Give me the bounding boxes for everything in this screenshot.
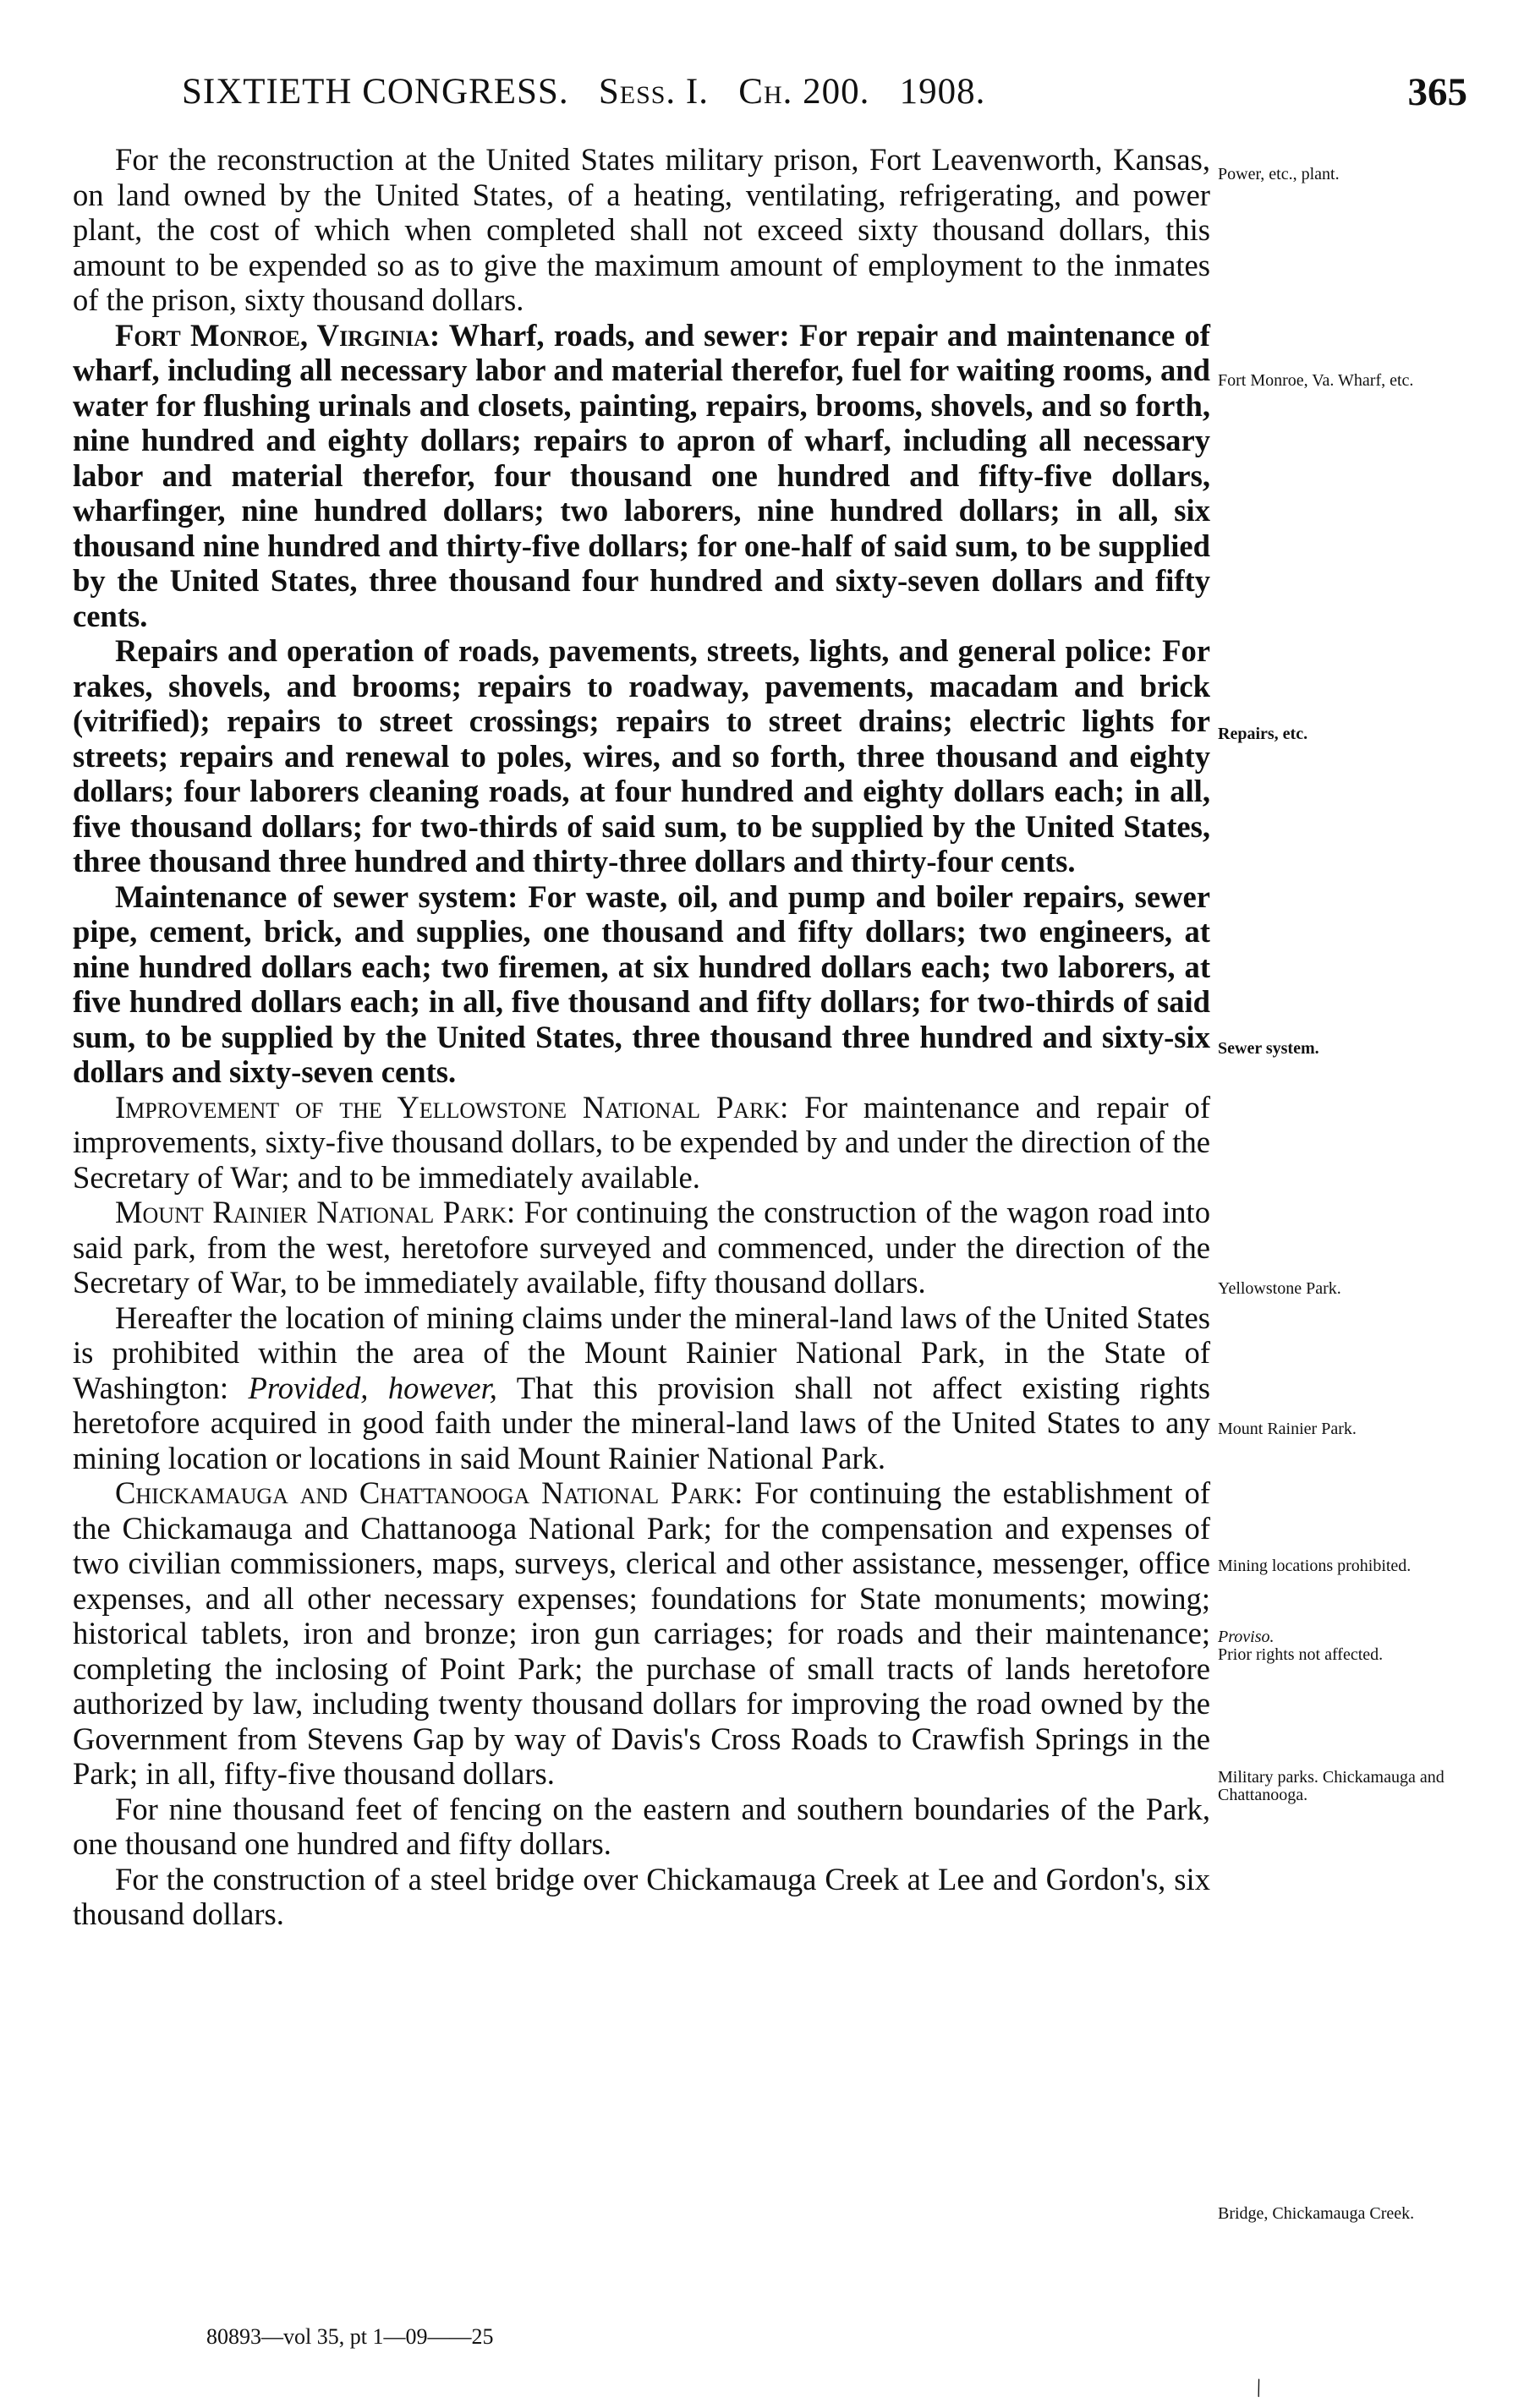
session-label: Sess. I.: [598, 72, 710, 112]
paragraph-text: For nine thousand feet of fencing on the eastern and southern boundaries of the Park, one thousand one hundred and fifty dollars.: [73, 1791, 1210, 1861]
proviso-text: Provided, however,: [248, 1370, 497, 1405]
signature-footer: 80893—vol 35, pt 1—09——25: [206, 2324, 494, 2349]
margin-note: Fort Monroe, Va. Wharf, etc.: [1218, 371, 1414, 390]
paragraph-heading: Mount Rainier National Park:: [115, 1195, 516, 1229]
margin-note: Power, etc., plant.: [1218, 165, 1340, 183]
paragraph-power-plant: [73, 142, 1210, 318]
body-text: [73, 142, 1210, 1932]
margin-note: Mount Rainier Park.: [1218, 1420, 1357, 1438]
page-header: [182, 71, 1467, 130]
paragraph-text: For continuing the construction of the wagon road into said park, from the west, heretofore surveyed and commenced, under the direction of the Secretary of War, to be immediately available, fifty thousand dollars.: [73, 1195, 1210, 1300]
paragraph-mount-rainier: [73, 1195, 1210, 1300]
margin-note: Bridge, Chickamauga Creek.: [1218, 2204, 1415, 2223]
paragraph-tail: That this provision shall not affect existing rights heretofore acquired in good faith under the mineral-land laws of the United States to any mining location or locations in said Mount Rainier National Park.: [73, 1370, 1210, 1475]
paragraph-text: Repairs and operation of roads, pavements, streets, lights, and general police: For rakes, shovels, and brooms; repairs to roadway, pavements, macadam and brick (vitrified); repairs to street crossings; repairs to street drains; electric lights for streets; repairs and renewal to poles, wires, and so forth, three thousand and eighty dollars; four laborers cleaning roads, at four hundred and eighty dollars each; in all, five thousand dollars; for two-thirds of said sum, to be supplied by the United States, three thousand three hundred and thirty-three dollars and thirty-four cents.: [73, 633, 1210, 878]
paragraph-fort-monroe: [73, 318, 1210, 634]
proviso-label: Proviso.: [1218, 1628, 1275, 1646]
paragraph-text: Hereafter the location of mining claims under the mineral-land laws of the United States is prohibited within the area of the Mount Rainier National Park, in the State of Washington:: [73, 1300, 1210, 1405]
running-head: [182, 71, 985, 112]
chapter-label: Ch. 200.: [738, 72, 870, 112]
margin-note: Yellowstone Park.: [1218, 1279, 1341, 1298]
paragraph-text: Maintenance of sewer system: For waste, oil, and pump and boiler repairs, sewer pipe, cement, brick, and supplies, one thousand and fifty dollars; two engineers, at nine hundred dollars each; two firemen, at six hundred dollars each; two laborers, at five hundred dollars each; in all, five thousand and fifty dollars; for two-thirds of said sum, to be supplied by the United States, three thousand three hundred and sixty-six dollars and sixty-seven cents.: [73, 878, 1210, 1089]
paragraph-text: For the reconstruction at the United States military prison, Fort Leavenworth, Kansas, on land owned by the United States, of a heating, ventilating, refrigerating, and power plant, the cost of which when completed shall not exceed sixty thousand dollars, this amount to be expended so as to give the maximum amount of employment to the inmates of the prison, sixty thousand dollars.: [73, 142, 1210, 317]
paragraph-heading: Improvement of the Yellowstone National Park:: [115, 1089, 789, 1125]
paragraph-chickamauga: [73, 1475, 1210, 1792]
margin-note: Sewer system.: [1218, 1039, 1319, 1058]
paragraph-yellowstone: [73, 1090, 1210, 1196]
paragraph-text: For maintenance and repair of improvements, sixty-five thousand dollars, to be expended by and under the direction of the Secretary of War; and to be immediately available.: [73, 1089, 1210, 1195]
year-label: 1908.: [899, 72, 986, 112]
margin-note: Repairs, etc.: [1218, 725, 1308, 743]
paragraph-sewer: [73, 879, 1210, 1090]
margin-note: Mining locations prohibited.: [1218, 1557, 1412, 1575]
margin-note: Military parks. Chickamauga and Chattanooga.: [1218, 1768, 1445, 1804]
paragraph-text: Wharf, roads, and sewer: For repair and maintenance of wharf, including all necessary labor and material therefor, fuel for waiting rooms, and water for flushing urinals and closets, painting, repairs, brooms, shovels, and so forth, nine hundred and eighty dollars; repairs to apron of wharf, including all necessary labor and material therefor, four thousand one hundred and fifty-five dollars, wharfinger, nine hundred dollars; two laborers, nine hundred dollars; in all, six thousand nine hundred and thirty-five dollars; for one-half of said sum, to be supplied by the United States, three thousand four hundred and sixty-seven dollars and fifty cents.: [73, 317, 1210, 633]
paragraph-fencing: [73, 1792, 1210, 1862]
stray-mark: \: [1250, 2373, 1267, 2403]
page-number: 365: [1407, 70, 1467, 114]
paragraph-text: For continuing the establishment of the Chickamauga and Chattanooga National Park; for the compensation and expenses of two civilian commissioners, maps, surveys, clerical and other assistance, messenger, office expenses, and all other necessary expenses; foundations for State monuments; mowing; historical tablets, iron and bronze; iron gun carriages; for roads and their maintenance; completing the inclosing of Point Park; the purchase of small tracts of lands heretofore authorized by law, including twenty thousand dollars for improving the road owned by the Government from Stevens Gap by way of Davis's Cross Roads to Crawfish Springs in the Park; in all, fifty-five thousand dollars.: [73, 1475, 1211, 1791]
paragraph-text: For the construction of a steel bridge over Chickamauga Creek at Lee and Gordon's, six thousand dollars.: [73, 1861, 1210, 1931]
congress-label: SIXTIETH CONGRESS.: [182, 72, 569, 112]
paragraph-heading: Chickamauga and Chattanooga National Park:: [115, 1475, 743, 1510]
paragraph-mining: [73, 1300, 1210, 1476]
margin-note-text: Prior rights not affected.: [1218, 1645, 1384, 1664]
margin-note: [1218, 1628, 1463, 1664]
paragraph-repairs: [73, 633, 1210, 879]
paragraph-heading: Fort Monroe, Virginia:: [115, 317, 441, 353]
paragraph-bridge: [73, 1862, 1210, 1932]
